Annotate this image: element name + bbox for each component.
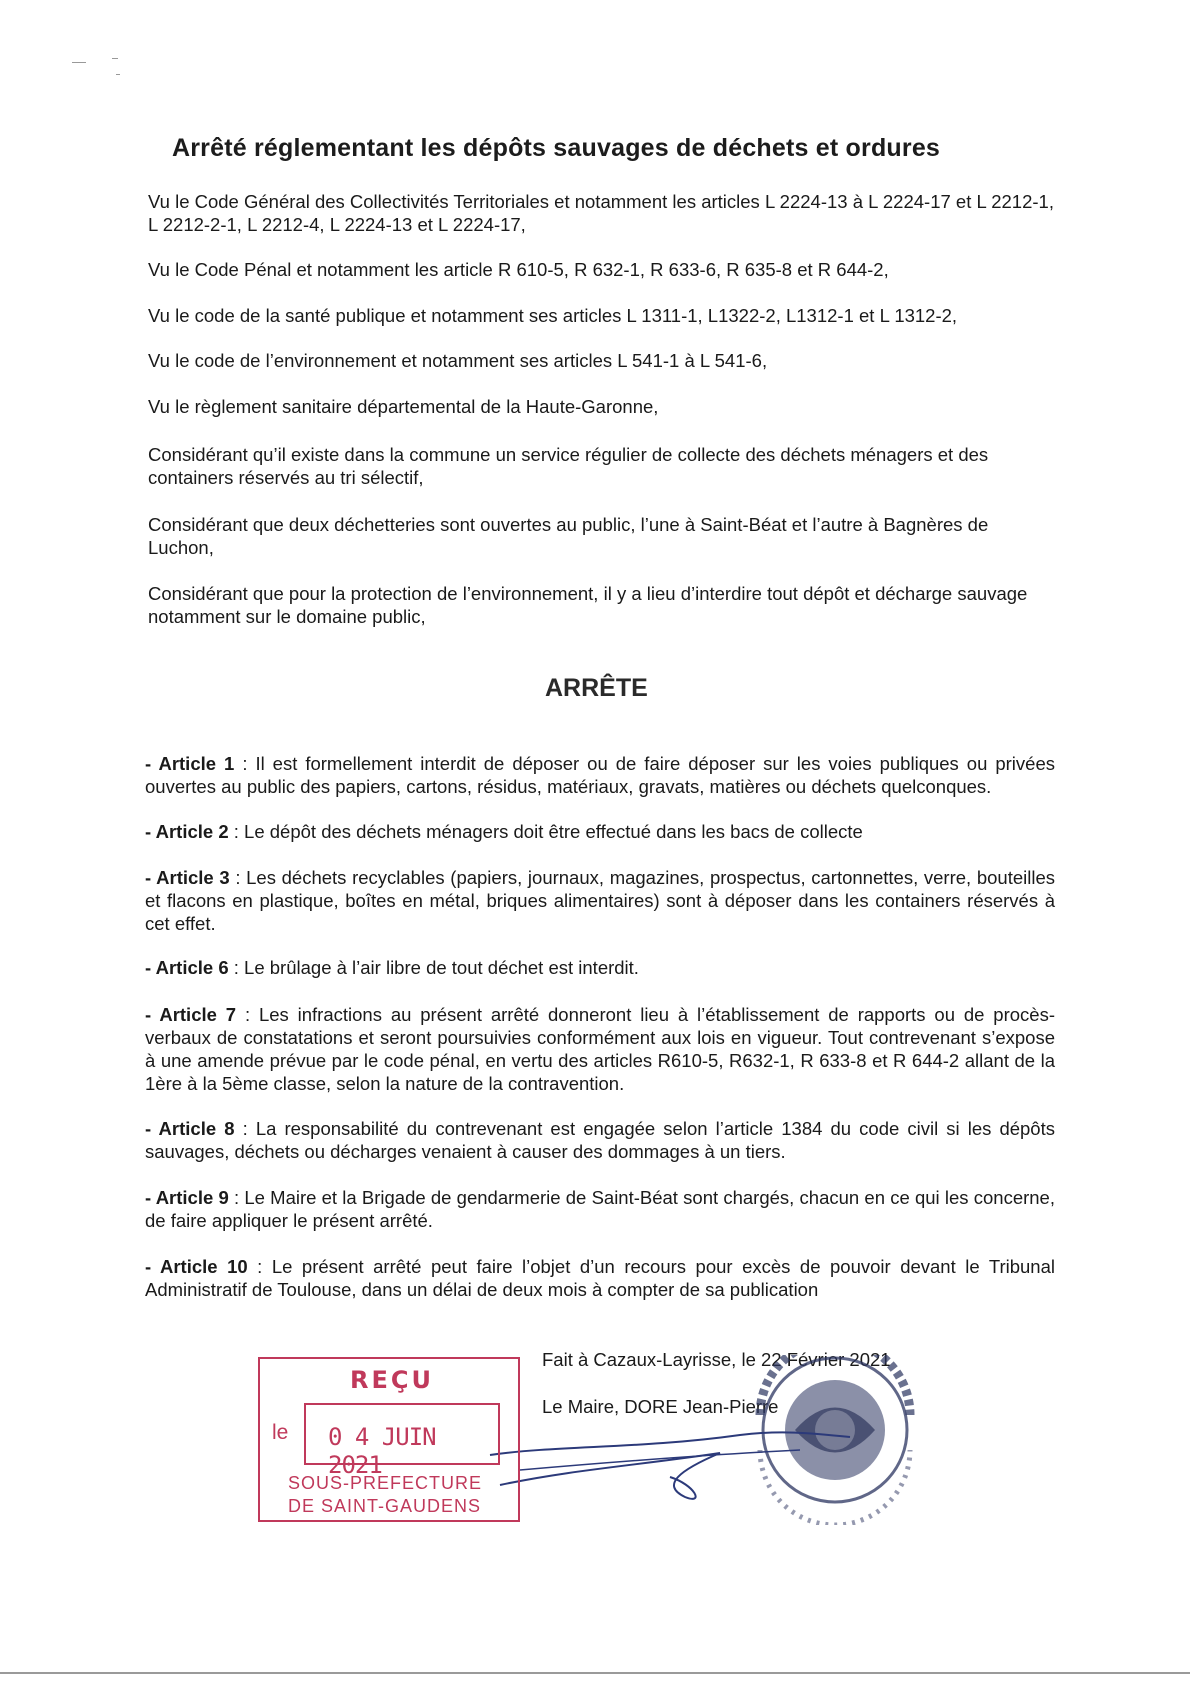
- signature-signatory: Le Maire, DORE Jean-Pierre: [542, 1396, 779, 1417]
- article-text: : Les déchets recyclables (papiers, journaux, magazines, prospectus, cartonnettes, verre, bouteilles et flacons en plastique, boîtes en métal, briques alimentaires) sont à déposer dans les containers réservés à cet effet.: [145, 867, 1055, 934]
- article-label: - Article 1: [145, 753, 235, 774]
- consideration-3: Vu le code de la santé publique et notamment ses articles L 1311-1, L1322-2, L1312-1 et L 1312-2,: [148, 305, 958, 326]
- scan-mark: [112, 58, 118, 59]
- article-text: : Le dépôt des déchets ménagers doit être effectué dans les bacs de collecte: [228, 821, 863, 842]
- document-title: Arrêté réglementant les dépôts sauvages de déchets et ordures: [172, 134, 941, 162]
- mayor-signature-icon: [480, 1415, 900, 1535]
- article-1: [145, 752, 1055, 798]
- article-label: - Article 7: [145, 1004, 237, 1025]
- article-label: - Article 10: [145, 1256, 248, 1277]
- consideration-2: Vu le Code Pénal et notamment les article R 610-5, R 632-1, R 633-6, R 635-8 et R 644-2,: [148, 259, 889, 280]
- consideration-8: Considérant que pour la protection de l’environnement, il y a lieu d’interdire tout dépôt et décharge sauvage notamment sur le domaine public,: [148, 583, 1028, 627]
- consideration-4: Vu le code de l’environnement et notamment ses articles L 541-1 à L 541-6,: [148, 350, 768, 371]
- stamp-line-2: DE SAINT-GAUDENS: [288, 1496, 482, 1516]
- article-text: : Le présent arrêté peut faire l’objet d’un recours pour excès de pouvoir devant le Tribunal Administratif de Toulouse, dans un délai de deux mois à compter de sa publication: [145, 1256, 1055, 1300]
- article-2: [145, 820, 1055, 843]
- article-10: [145, 1255, 1055, 1301]
- scan-bottom-edge: [0, 1672, 1190, 1674]
- article-label: - Article 2: [145, 821, 229, 842]
- article-label: - Article 9: [145, 1187, 229, 1208]
- consideration-7: Considérant que deux déchetteries sont ouvertes au public, l’une à Saint-Béat et l’autre à Bagnères de Luchon,: [148, 514, 989, 558]
- article-7: [145, 1003, 1055, 1095]
- signature-place-date: Fait à Cazaux-Layrisse, le 22 Février 2021: [542, 1349, 891, 1370]
- article-text: : Il est formellement interdit de déposer ou de faire déposer sur les voies publiques ou privées ouvertes au public des papiers, cartons, résidus, matériaux, gravats, matières ou déchets quelconques.: [145, 753, 1055, 797]
- article-9: [145, 1186, 1055, 1232]
- stamp-date-box: [304, 1403, 500, 1479]
- article-text: : La responsabilité du contrevenant est engagée selon l’article 1384 du code civil si les dépôts sauvages, déchets ou décharges venaient à causer des dommages à un tiers.: [145, 1118, 1055, 1162]
- article-6: [145, 956, 1055, 979]
- stamp-line-1: SOUS-PREFECTURE: [288, 1473, 483, 1493]
- article-8: [145, 1117, 1055, 1163]
- scan-mark: [116, 74, 120, 75]
- stamp-title: REÇU: [350, 1366, 434, 1394]
- article-3: [145, 866, 1055, 935]
- article-label: - Article 3: [145, 867, 230, 888]
- consideration-6: Considérant qu’il existe dans la commune un service régulier de collecte des déchets ménagers et des containers réservés au tri sélectif,: [148, 444, 989, 488]
- article-text: : Le brûlage à l’air libre de tout déchet est interdit.: [228, 957, 639, 978]
- consideration-5: Vu le règlement sanitaire départemental de la Haute-Garonne,: [148, 396, 659, 417]
- scan-mark: [72, 62, 86, 63]
- received-stamp: [258, 1357, 520, 1522]
- article-label: - Article 6: [145, 957, 229, 978]
- stamp-date: 0 4 JUIN 2021: [328, 1423, 436, 1479]
- article-text: : Les infractions au présent arrêté donneront lieu à l’établissement de rapports ou de procès-verbaux de constatations et seront poursuivies conformément aux lois en vigueur. Tout contrevenant s’expose à une amende prévue par le code pénal, en vertu des articles R610-5, R632-1, R 633-8 et R 644-2 allant de la 1ère à la 5ème classe, selon la nature de la contravention.: [145, 1004, 1055, 1094]
- consideration-1: Vu le Code Général des Collectivités Territoriales et notamment les articles L 2224-13 à L 2224-17 et L 2212-1, L 2212-2-1, L 2212-4, L 2224-13 et L 2224-17,: [148, 191, 1054, 235]
- article-label: - Article 8: [145, 1118, 235, 1139]
- decision-heading: ARRÊTE: [545, 674, 648, 702]
- article-text: : Le Maire et la Brigade de gendarmerie de Saint-Béat sont chargés, chacun en ce qui les concerne, de faire appliquer le présent arrêté.: [145, 1187, 1055, 1231]
- stamp-le-label: le: [272, 1421, 289, 1444]
